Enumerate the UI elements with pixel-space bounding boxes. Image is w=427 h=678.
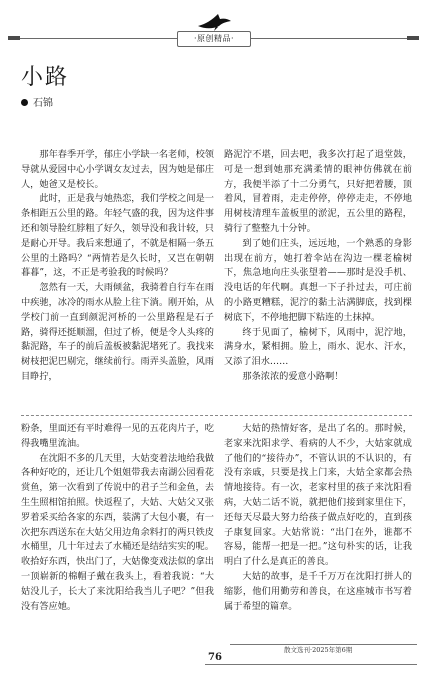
paragraph: 在沈阳不多的几天里，大姑变着法地给我做各种好吃的，还让几个姐姐带我去南湖公园看花赏鱼，第一次看到了传说中的君子兰和金鱼，去生生照相馆拍照。快返程了，大姑、大姑父又张罗着采买给各家的东西，装满了大包小裹，有一次把东西送东在大姑父用边角余料打的两只铁皮水桶里，几十年过去了水桶还是结结实实的呢。收拾好东西，快出门了，大姑像变戏法似的拿出一顶崭新的棉帽子戴在我头上，看着我说：“大姑没儿子，长大了来沈阳给我当儿子吧？”但我没有答应她。 [21,452,214,612]
paragraph: 那年春季开学，郁庄小学缺一名老师，校领导就从爱园中心小学调女友过去，因为她是郁庄人，她爸又是校长。 [21,149,214,190]
paragraph: 大姑的故事，是千千万万在沈阳打拼人的缩影，他们用勤劳和善良，在这座城市书写着属于希望的篇章。 [224,570,412,612]
article-divider [21,415,412,416]
paragraph: 粉条，里面还有平时难得一见的五花肉片子，吃得我嘴里流油。 [21,423,214,449]
footer-bottom-rule [205,664,417,665]
bird-logo-icon [196,10,232,32]
article-title: 小路 [21,65,70,90]
paragraph: 此时，正是我与她热恋，我们学校之间是一条相距五公里的路。年轻气盛的我，因为这件事还和领导脸红脖粗了好久，领导没和我计较，只是耐心开导。我后来想通了，不就是相隔一条五公里的土路吗？“两情若是久长时，又岂在朝朝暮暮”，这，不正是考验我的时候吗？ [21,193,214,279]
author-line [21,94,53,109]
paragraph: 大姑的热情好客，是出了名的。那时候，老家来沈阳求学、看病的人不少，大姑家就成了他们的“接待办”，不管认识的不认识的，有没有亲戚，只要是找上门来，大姑全家都会热情地接待。有一次，老家村里的孩子来沈阳看病，大姑二话不说，就把他们接到家里住下，还每天尽最大努力给孩子做点好吃的，直到孩子康复回家。大姑常说：“出门在外，谁都不容易，能帮一把是一把。”这句朴实的话，让我明白了什么是真正的善良。 [224,423,412,568]
paragraph: 到了她们庄头，远远地，一个熟悉的身影出现在前方，她打着伞站在沟边一棵老榆树下，焦急地向庄头张望着——那时是没手机、没电话的年代啊。真想一下子扑过去，可庄前的小路更糟糕，泥泞的黏土沾满脚底，找到棵树底下，不停地把脚下粘连的土抹掉。 [224,237,412,323]
author-name: 石锦 [33,98,53,109]
column-3 [21,422,214,614]
page-header [0,0,427,60]
section-label: ·原创精品· [177,31,251,47]
journal-issue: 散文选刊·2025年第6期 [284,646,353,654]
page-number: 76 [208,652,222,663]
paragraph: 路泥泞不堪，回去吧，我多次打起了退堂鼓，可是一想到她那充满柔情的眼神仿佛就在前方，我便半添了十二分勇气，只好把着腰，顶着风，冒着雨，走走停停，停停走走，不停地用树枝清理车盖板里的淤泥，五公里的路程，骑行了整整九十分钟。 [224,149,412,234]
header-bar-left [8,36,20,40]
column-4 [224,422,412,614]
header-bar-right [407,36,419,40]
column-2 [224,148,412,385]
paragraph: 那条浓浓的爱意小路啊！ [242,370,344,382]
column-1 [21,148,214,385]
bullet-icon [21,99,28,106]
paragraph: 忽然有一天，大雨倾盆，我骑着自行车在雨中疾驰，冰冷的雨水从脸上往下淌。刚开始，从学校门前一直到颜泥河桥的一公里路程是石子路，骑得还挺顺溜，但过了桥，便是令人头疼的黏泥路，车子的前后盖板被黏泥堵死了。我找来树枝把泥巴剔完，继续前行。雨弄头盖脸，风雨目睁拧， [21,282,214,382]
paragraph: 终于见面了，榆树下，风雨中，泥泞地，满身水，紧相拥。脸上，雨水、泥水、汗水，又添了泪水…… [224,326,412,368]
